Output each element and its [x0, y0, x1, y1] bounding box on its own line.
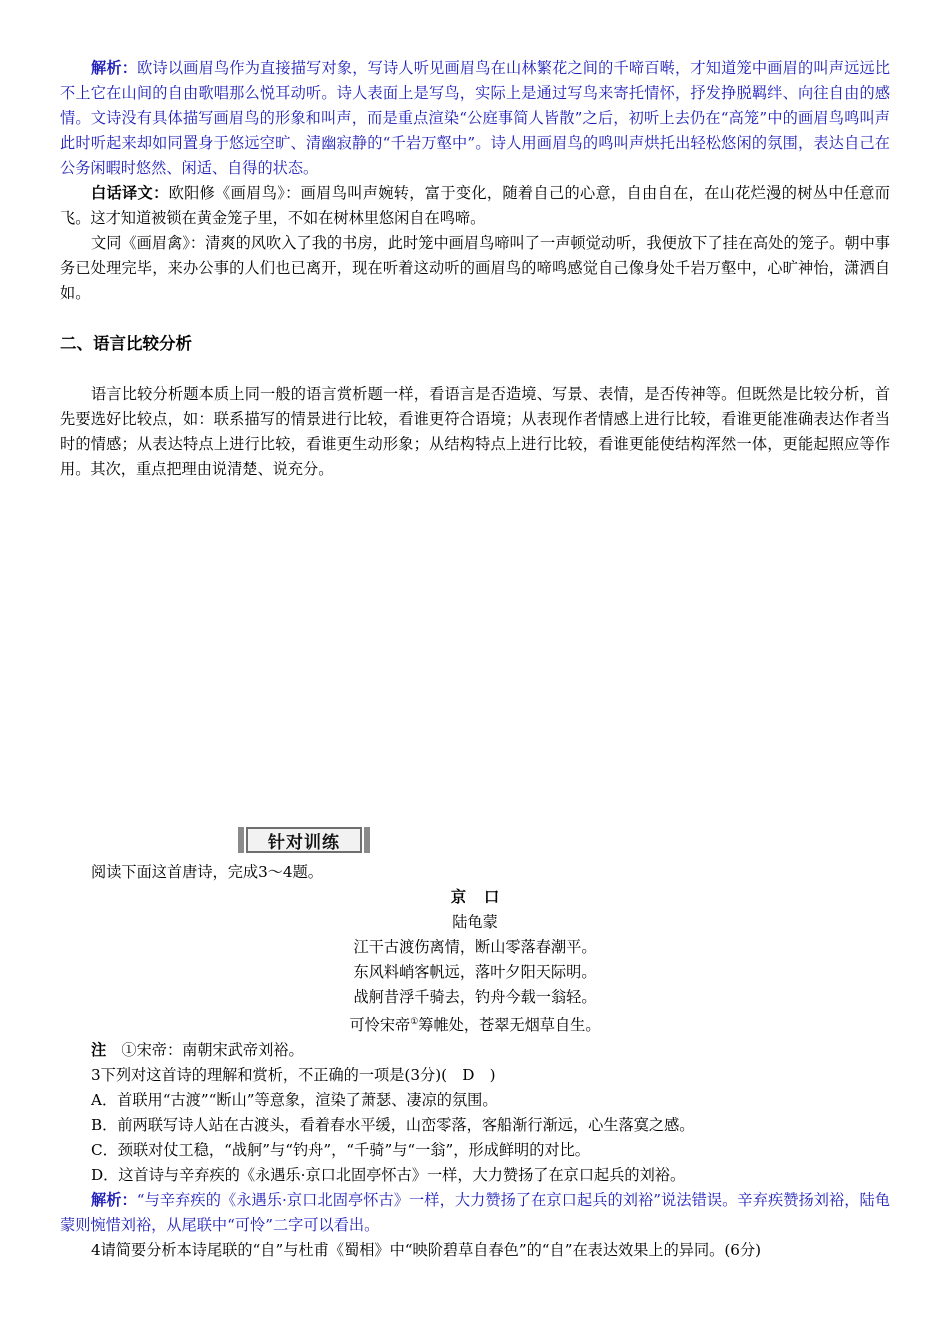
option-d: D．这首诗与辛弃疾的《永遇乐·京口北固亭怀古》一样，大力赞扬了在京口起兵的刘裕。 [91, 1166, 686, 1185]
question-3: 3下列对这首诗的理解和赏析，不正确的一项是(3分)( D ) [91, 1066, 496, 1085]
poem-line-part: 筹帷处，苍翠无烟草自生。 [418, 1016, 601, 1035]
training-badge [238, 827, 370, 853]
poem-line-part: 可怜宋帝 [349, 1016, 411, 1035]
analysis-block [60, 56, 890, 306]
analysis-text: “与辛弃疾的《永遇乐·京口北固亭怀古》一样，大力赞扬了在京口起兵的刘裕”说法错误。辛弃疾赞扬刘裕，陆龟蒙则惋惜刘裕，从尾联中“可怜”二字可以看出。 [60, 1191, 891, 1235]
question-3-analysis [60, 1188, 890, 1238]
poem-line: 江干古渡伤离情，断山零落春潮平。 [353, 938, 597, 956]
option-a: A．首联用“古渡”“断山”等意象，渲染了萧瑟、凄凉的氛围。 [91, 1091, 498, 1110]
poem-line-last [60, 1010, 890, 1038]
section-body: 语言比较分析题本质上同一般的语言赏析题一样，看语言是否造境、写景、表情，是否传神等。但既然是比较分析，首先要选好比较点，如：联系描写的情景进行比较，看谁更符合语境；从表现作者情感上进行比较，看谁更能准确表达作者当时的情感；从表达特点上进行比较，看谁更生动形象；从结构特点上进行比较，看谁更能使结构浑然一体，更能起照应等作用。其次，重点把理由说清楚、说充分。 [60, 385, 890, 478]
footnote-marker: ① [410, 1017, 419, 1027]
analysis-text: 欧诗以画眉鸟作为直接描写对象，写诗人听见画眉鸟在山林繁花之间的千啼百啭，才知道笼中画眉的叫声远远比不上它在山间的自由歌唱那么悦耳动听。诗人表面上是写鸟，实际上是通过写鸟来寄托情怀，抒发挣脱羁绊、向往自由的感情。文诗没有具体描写画眉鸟的形象和叫声，而是重点渲染“公庭事简人皆散”之后，初听上去仍在“高笼”中的画眉鸟鸣叫声此时听起来却如同置身于悠远空旷、清幽寂静的“千岩万壑中”。诗人用画眉鸟的鸣叫声烘托出轻松悠闲的氛围，表达自己在公务闲暇时悠然、闲适、自得的状态。 [60, 59, 891, 177]
poem-line: 战舸昔浮千骑去，钓舟今载一翁轻。 [353, 988, 597, 1006]
badge-label: 针对训练 [246, 827, 362, 853]
question-4: 4请简要分析本诗尾联的“自”与杜甫《蜀相》中“映阶碧草自春色”的“自”在表达效果上的异同。(6分) [91, 1241, 762, 1260]
translation-ou-paragraph [60, 181, 890, 231]
poem-title: 京口 [450, 888, 518, 906]
badge-left-edge [238, 827, 246, 853]
note-text: ①宋帝：南朝宋武帝刘裕。 [121, 1041, 304, 1060]
translation-wen-paragraph: 文同《画眉禽》：清爽的风吹入了我的书房，此时笼中画眉鸟啼叫了一声顿觉动听，我便放下了挂在高处的笼子。朝中事务已处理完毕，来办公事的人们也已离开，现在听着这动听的画眉鸟的啼鸣感觉自己像身处千岩万壑中，心旷神怡，潇洒自如。 [60, 234, 890, 302]
analysis-paragraph [60, 56, 890, 181]
poem-note [60, 1038, 890, 1063]
translation-label: 白话译文： [91, 184, 169, 202]
badge-right-edge [362, 827, 370, 853]
option-b: B．前两联写诗人站在古渡头，看着春水平缓，山峦零落，客船渐行渐远，心生落寞之感。 [91, 1116, 695, 1135]
translation-ou-text: 欧阳修《画眉鸟》：画眉鸟叫声婉转，富于变化，随着自己的心意，自由自在，在山花烂漫的树丛中任意而飞。这才知道被锁在黄金笼子里，不如在树林里悠闲自在鸣啼。 [60, 184, 890, 227]
analysis-label: 解析： [91, 59, 138, 77]
poem-author: 陆龟蒙 [452, 913, 498, 931]
training-block [60, 860, 890, 1263]
poem-line: 东风料峭客帆远，落叶夕阳天际明。 [353, 963, 597, 981]
analysis-label: 解析： [91, 1191, 137, 1210]
note-label: 注 [91, 1041, 107, 1060]
option-c: C．颈联对仗工稳，“战舸”与“钓舟”，“千骑”与“一翁”，形成鲜明的对比。 [91, 1141, 590, 1160]
training-intro: 阅读下面这首唐诗，完成3～4题。 [91, 863, 323, 881]
section-body-block [60, 382, 890, 482]
section-heading: 二、语言比较分析 [60, 334, 192, 353]
